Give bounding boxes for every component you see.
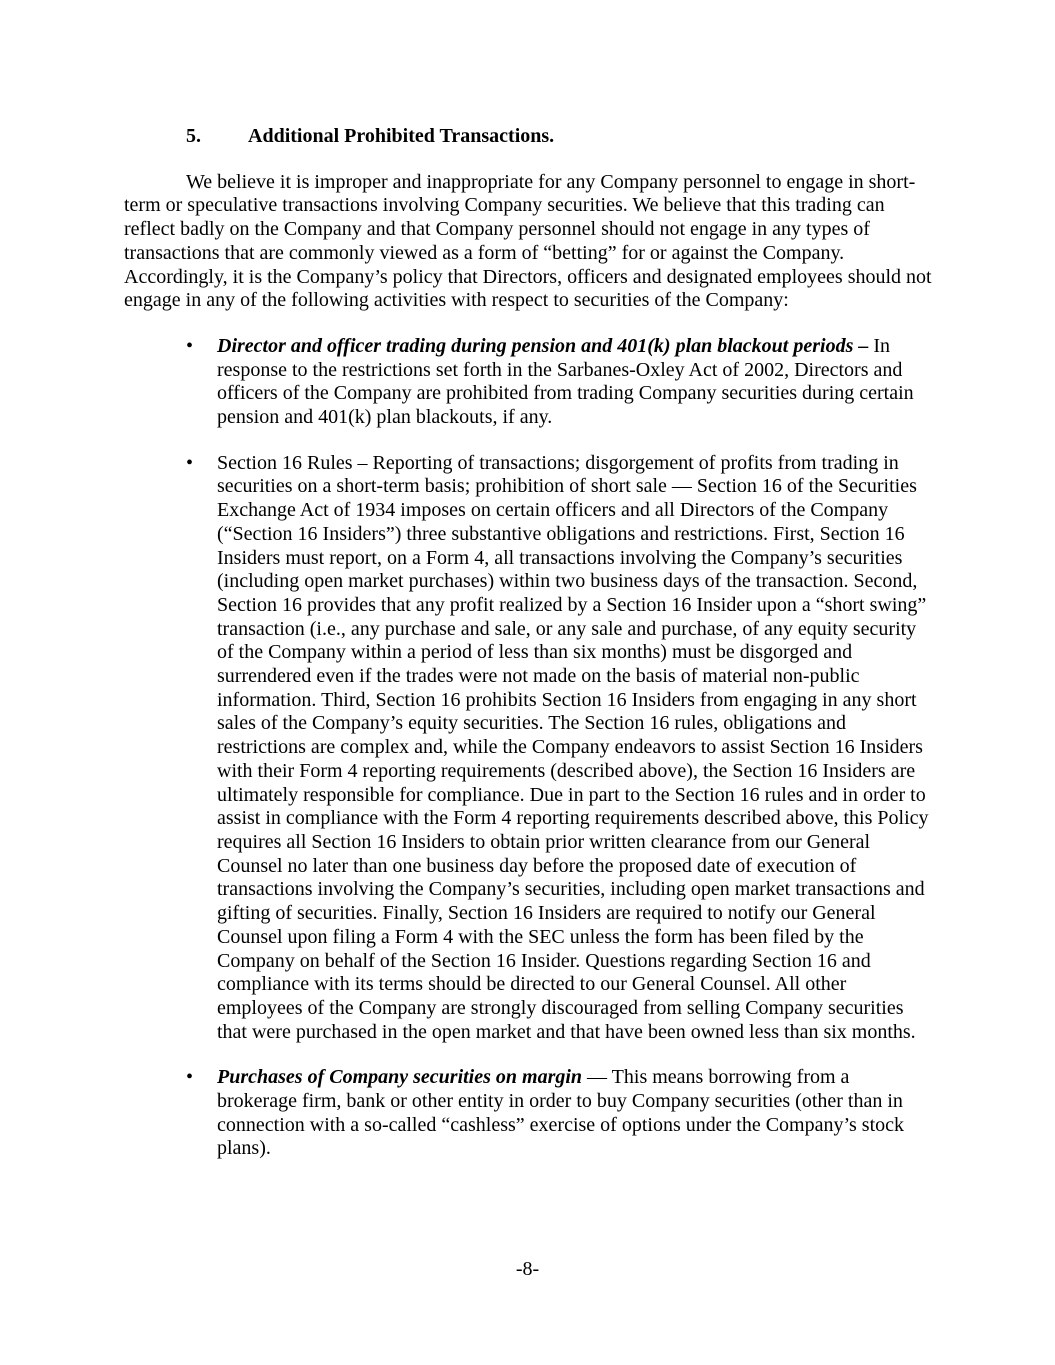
prohibited-activities-list <box>124 335 932 1161</box>
intro-paragraph: We believe it is improper and inappropriate for any Company personnel to engage in short-term or speculative transactions involving Company securities. We believe that this trading can reflect badly on the Company and that Company personnel should not engage in any types of transactions that are commonly viewed as a form of “betting” for or against the Company. Accordingly, it is the Company’s policy that Directors, officers and designated employees should not engage in any of the following activities with respect to securities of the Company: <box>124 170 932 312</box>
bullet-icon: • <box>186 1066 194 1089</box>
document-page <box>124 125 932 1161</box>
list-item-text: — This means borrowing from a brokerage firm, bank or other entity in order to buy Company securities (other than in connection with a so-called “cashless” exercise of options under the Company’s stock plans). <box>217 1066 905 1160</box>
list-item-text: Section 16 Rules – Reporting of transactions; disgorgement of profits from trading in securities on a short-term basis; prohibition of short sale — Section 16 of the Securities Exchange Act of 1934 imposes on certain officers and all Directors of the Company (“Section 16 Insiders”) three substantive obligations and restrictions. First, Section 16 Insiders must report, on a Form 4, all transactions involving the Company’s securities (including open market purchases) within two business days of the transaction. Second, Section 16 provides that any profit realized by a Section 16 Insider upon a “short swing” transaction (i.e., any purchase and sale, or any sale and purchase, of any equity security of the Company within a period of less than six months) must be disgorged and surrendered even if the trades were not made on the basis of material non-public information. Third, Section 16 prohibits Section 16 Insiders from engaging in any short sales of the Company’s equity securities. The Section 16 rules, obligations and restrictions are complex and, while the Company endeavors to assist Section 16 Insiders with their Form 4 reporting requirements (described above), the Section 16 Insiders are ultimately responsible for compliance. Due in part to the Section 16 rules and in order to assist in compliance with the Form 4 reporting requirements described above, this Policy requires all Section 16 Insiders to obtain prior written clearance from our General Counsel no later than one business day before the proposed date of execution of transactions involving the Company’s securities, including open market transactions and gifting of securities. Finally, Section 16 Insiders are required to notify our General Counsel upon filing a Form 4 with the SEC unless the form has been filed by the Company on behalf of the Section 16 Insider. Questions regarding Section 16 and compliance with its terms should be directed to our General Counsel. All other employees of the Company are strongly discouraged from selling Company securities that were purchased in the open market and that have been owned less than six months. <box>217 451 929 1043</box>
section-heading <box>186 125 932 149</box>
bullet-icon: • <box>186 451 194 474</box>
list-item-margin-purchases <box>124 1066 932 1161</box>
bullet-icon: • <box>186 334 194 357</box>
page-number: -8- <box>515 1258 540 1280</box>
list-item-text: In response to the restrictions set forth in the Sarbanes-Oxley Act of 2002, Directors and officers of the Company are prohibited from trading Company securities during certain pension and 401(k) plan blackouts, if any. <box>217 334 914 429</box>
section-title: Additional Prohibited Transactions. <box>248 125 555 147</box>
list-item-lead: Purchases of Company securities on margin <box>217 1066 583 1089</box>
list-item-blackout-trading <box>124 335 932 430</box>
section-number: 5. <box>186 125 201 147</box>
list-item-lead: Director and officer trading during pension and 401(k) plan blackout periods – <box>217 334 869 357</box>
list-item-section-16-rules <box>124 452 932 1045</box>
